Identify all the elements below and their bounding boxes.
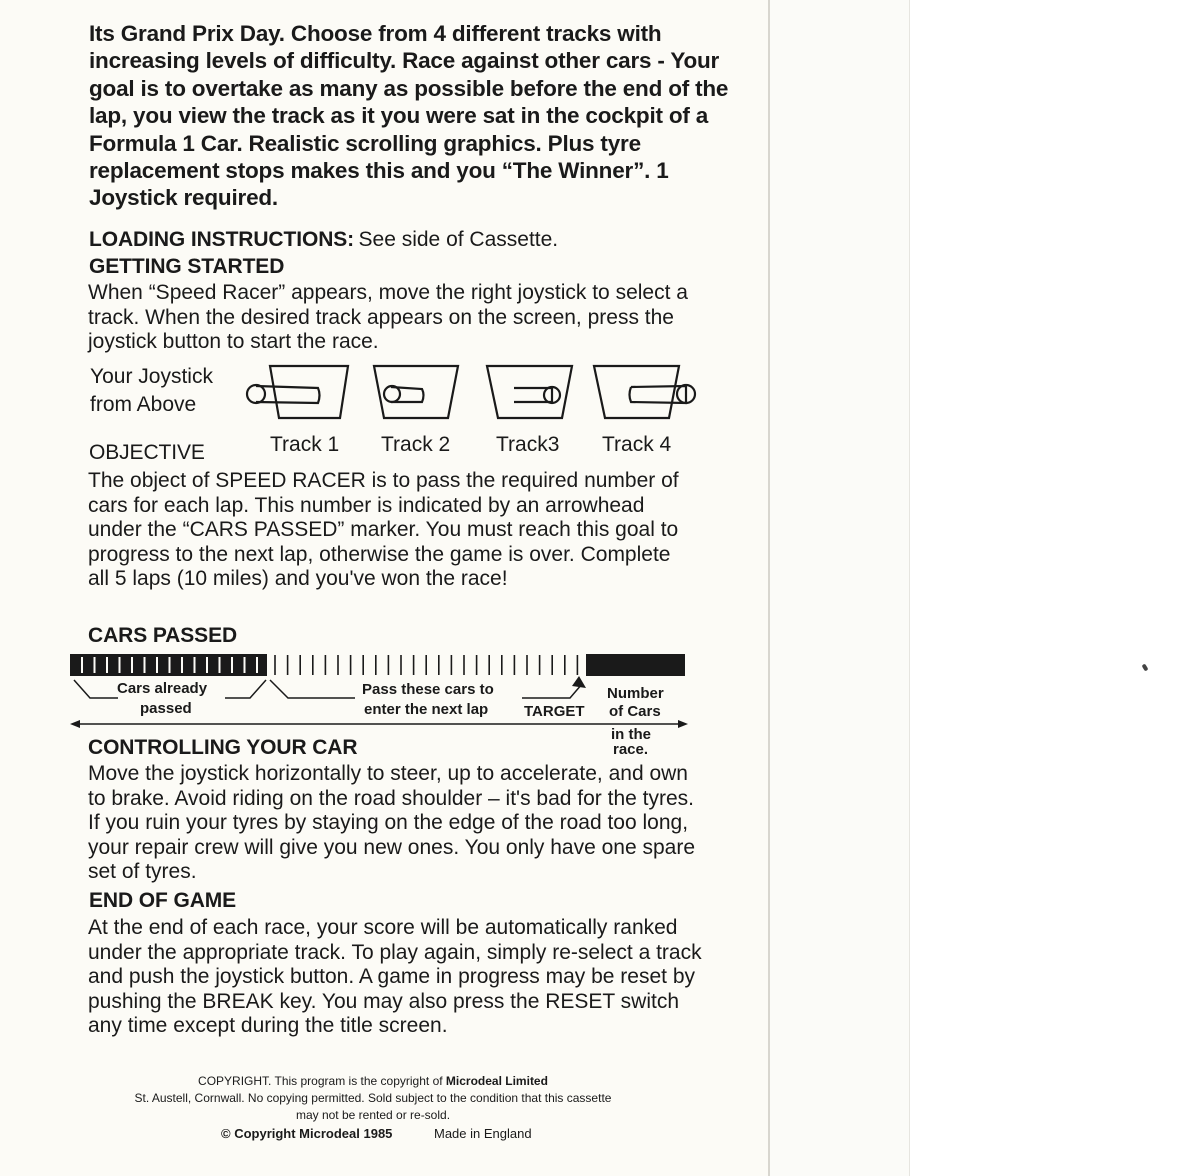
loading-heading: LOADING INSTRUCTIONS: (89, 228, 355, 251)
loading-text: See side of Cassette. (358, 228, 559, 251)
arrow-left-icon (70, 720, 80, 728)
objective-text: The object of SPEED RACER is to pass the required number of cars for each lap. This number is indicated by an arrowhead under the “CARS PASSED” marker. You must reach this goal to progress to the next lap, otherwise the game is over. Complete all 5 laps (10 miles) and you've won the race! (88, 469, 679, 591)
already-passed-line2: passed (140, 700, 192, 717)
controlling-heading: CONTROLLING YOUR CAR (88, 736, 358, 759)
pass-these-line2: enter the next lap (364, 701, 489, 718)
copyright-line2: St. Austell, Cornwall. No copying permitted. Sold subject to the condition that this cassette (134, 1091, 612, 1105)
joystick-track-4-icon (594, 366, 695, 418)
made-in-label: Made in England (434, 1126, 532, 1141)
already-passed-line1: Cars already (117, 680, 208, 697)
getting-started-heading: GETTING STARTED (89, 255, 285, 278)
joystick-caption (90, 363, 240, 419)
track-label-4: Track 4 (602, 433, 672, 456)
loading-instructions (89, 228, 558, 252)
end-of-game-heading: END OF GAME (89, 889, 237, 912)
number-line2: of Cars (609, 703, 661, 720)
joystick-caption-line1: Your Joystick (90, 365, 213, 388)
joystick-diagram (246, 363, 701, 423)
getting-started-text: When “Speed Racer” appears, move the right joystick to select a track. When the desired track appears on the screen, press the joystick button to start the race. (88, 281, 688, 354)
joystick-caption-line2: from Above (90, 393, 197, 416)
arrow-right-icon (678, 720, 688, 728)
track-label-3: Track3 (496, 433, 560, 456)
controlling-text: Move the joystick horizontally to steer, up to accelerate, and own to brake. Avoid riding on the road shoulder – it's bad for the tyres. If you ruin your tyres by staying on the edge of the road too long, your repair crew will give you new ones. You only have one spare set of tyres. (88, 762, 696, 884)
blank-panel (910, 0, 1197, 1176)
track-label-2: Track 2 (381, 433, 451, 456)
track-label-1: Track 1 (270, 433, 340, 456)
joystick-track-3-icon (487, 366, 572, 418)
publisher-name: Microdeal Limited (445, 1074, 548, 1088)
joystick-track-2-icon (374, 366, 458, 418)
spine-panel (770, 0, 910, 1176)
copyright-line3: may not be rented or re-sold. (295, 1108, 451, 1122)
cars-passed-heading: CARS PASSED (88, 624, 238, 647)
target-label: TARGET (524, 703, 585, 720)
number-line4: race. (613, 741, 649, 758)
intro-text: Its Grand Prix Day. Choose from 4 different tracks with increasing levels of difficulty. Race against other cars - Your goal is to overtake as many as possible before the end of the lap, you view the track as it you were sat in the cockpit of a Formula 1 Car. Realistic scrolling graphics. Plus tyre replacement stops makes this and you “The Winner”. 1 Joystick required. (89, 21, 729, 211)
number-line3: in the (611, 726, 651, 743)
target-block (586, 654, 685, 676)
target-arrowhead (572, 676, 586, 688)
joystick-track-1-icon (247, 366, 348, 418)
number-line1: Number (607, 685, 664, 702)
end-of-game-text: At the end of each race, your score will be automatically ranked under the appropriate track. To play again, simply re-select a track and push the joystick button. A game in progress may be reset by pushing the BREAK key. You may also press the RESET switch any time except during the title screen. (88, 916, 702, 1038)
pass-these-line1: Pass these cars to (362, 681, 494, 698)
objective-heading: OBJECTIVE (89, 441, 205, 464)
copyright-line1 (23, 1073, 723, 1090)
copyright-mark: © Copyright Microdeal 1985 (221, 1126, 393, 1141)
copyright-text: COPYRIGHT. This program is the copyright of (198, 1074, 443, 1088)
